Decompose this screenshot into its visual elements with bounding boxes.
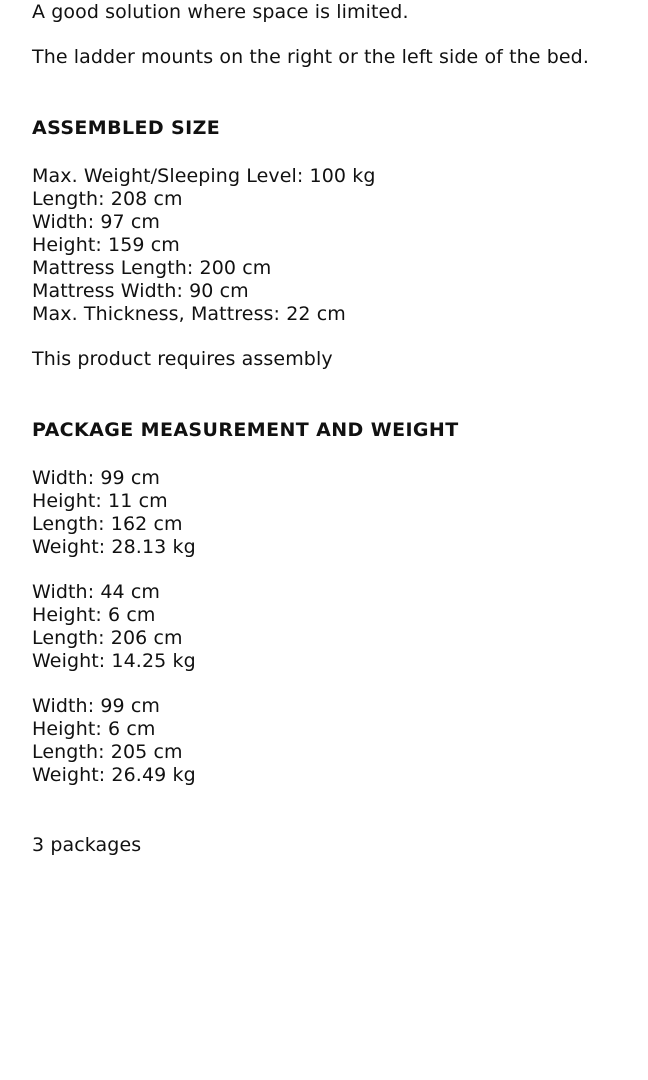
- package-count: 3 packages: [32, 834, 142, 856]
- assembled-size-list: [32, 165, 376, 326]
- package-length: Length: 205 cm: [32, 741, 183, 763]
- package-width: Width: 44 cm: [32, 581, 161, 603]
- spec-max-weight: Max. Weight/Sleeping Level: 100 kg: [32, 165, 376, 187]
- package-length: Length: 162 cm: [32, 513, 183, 535]
- spec-mattress-length: Mattress Length: 200 cm: [32, 257, 272, 279]
- package-1: [32, 467, 196, 559]
- spec-width: Width: 97 cm: [32, 211, 161, 233]
- package-height: Height: 6 cm: [32, 718, 156, 740]
- ladder-mount-text: The ladder mounts on the right or the left side of the bed.: [32, 46, 589, 68]
- assembly-note: This product requires assembly: [32, 348, 333, 370]
- package-2: [32, 581, 196, 673]
- assembled-size-heading: ASSEMBLED SIZE: [32, 117, 221, 139]
- package-width: Width: 99 cm: [32, 467, 161, 489]
- spec-height: Height: 159 cm: [32, 234, 180, 256]
- package-height: Height: 6 cm: [32, 604, 156, 626]
- package-weight: Weight: 14.25 kg: [32, 650, 196, 672]
- package-3: [32, 695, 196, 787]
- spec-length: Length: 208 cm: [32, 188, 183, 210]
- package-length: Length: 206 cm: [32, 627, 183, 649]
- package-heading: PACKAGE MEASUREMENT AND WEIGHT: [32, 419, 459, 441]
- package-weight: Weight: 28.13 kg: [32, 536, 196, 558]
- package-height: Height: 11 cm: [32, 490, 168, 512]
- spec-mattress-thickness: Max. Thickness, Mattress: 22 cm: [32, 303, 346, 325]
- package-weight: Weight: 26.49 kg: [32, 764, 196, 786]
- spec-mattress-width: Mattress Width: 90 cm: [32, 280, 249, 302]
- intro-text: A good solution where space is limited.: [32, 1, 409, 23]
- package-width: Width: 99 cm: [32, 695, 161, 717]
